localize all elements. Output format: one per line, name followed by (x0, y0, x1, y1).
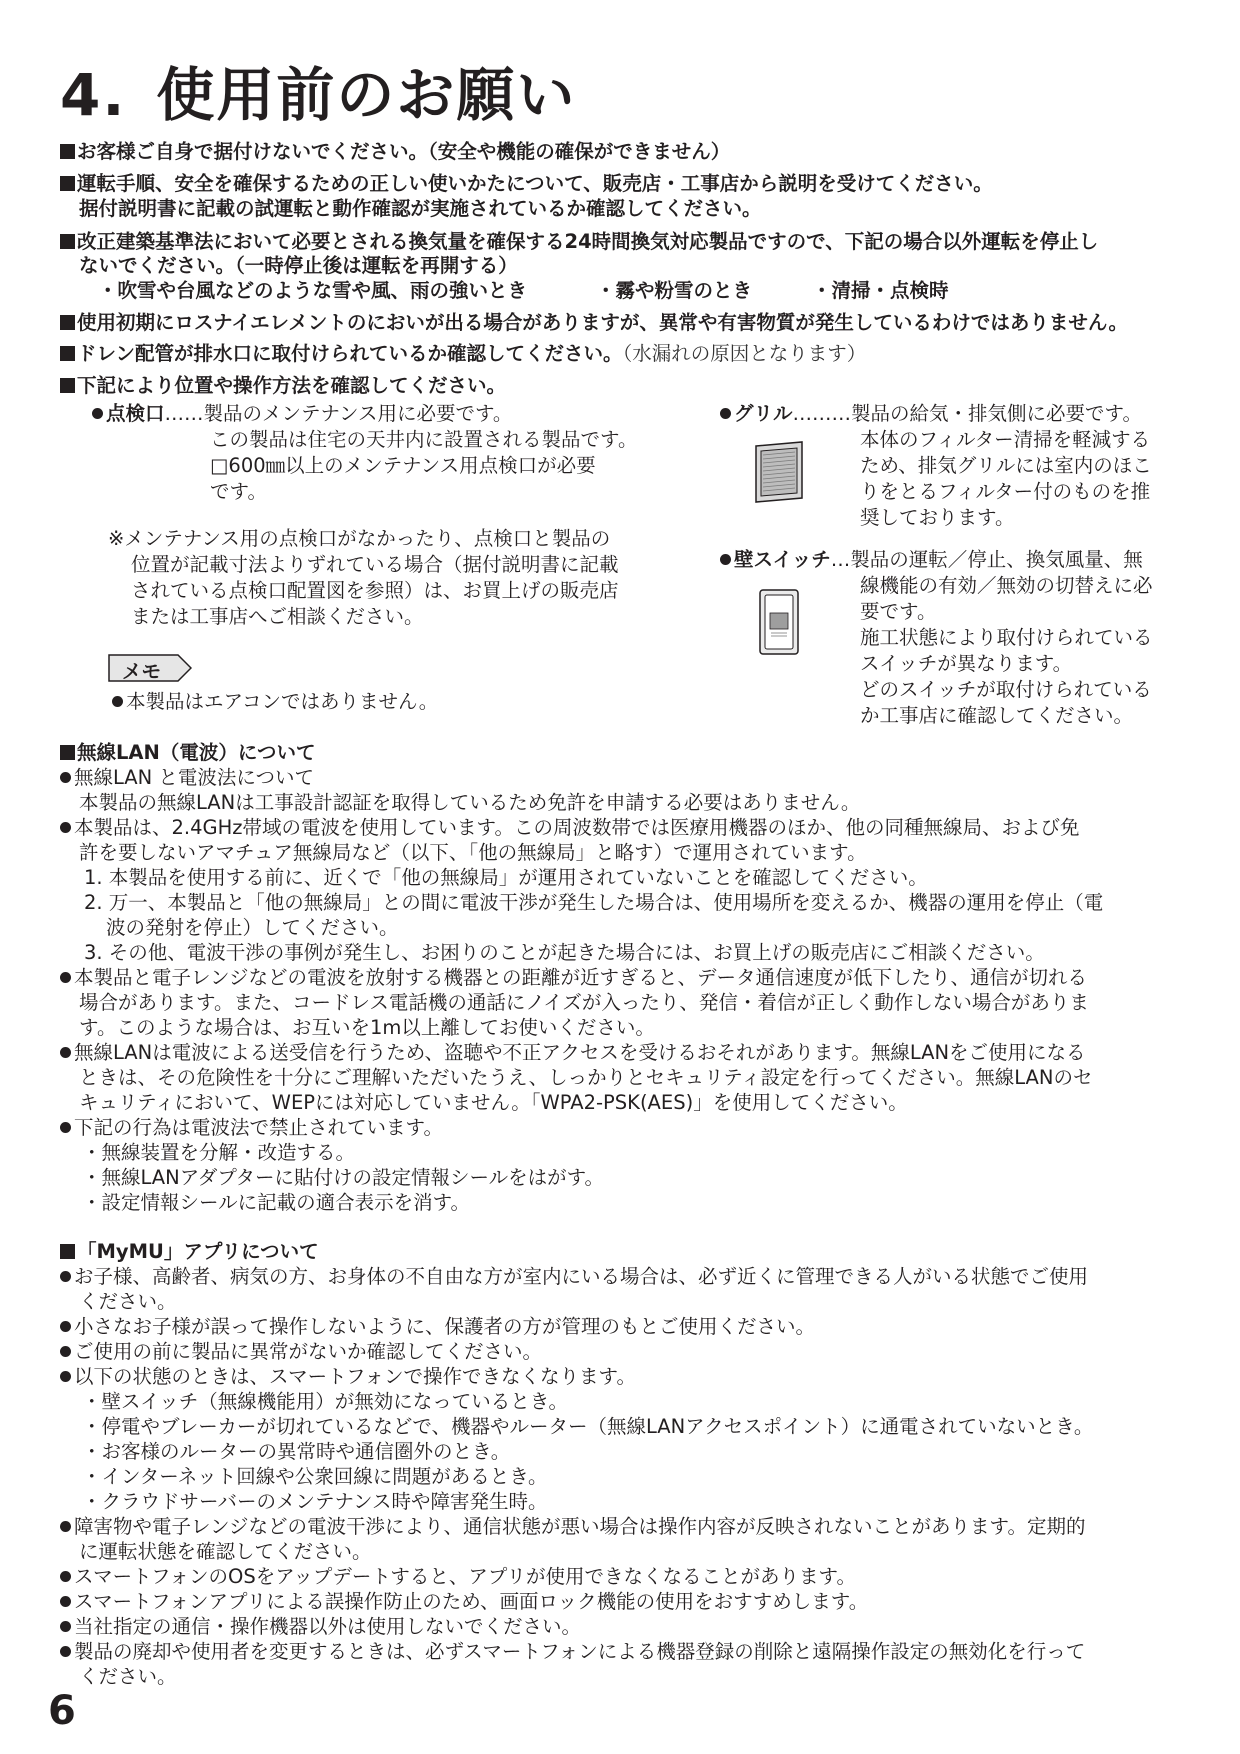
lan-prohibited-2: ・無線LANアダプターに貼付けの設定情報シールをはがす。 (82, 1166, 605, 1189)
notice-operation-cont: 据付説明書に記載の試運転と動作確認が実施されているか確認してください。 (79, 197, 762, 220)
wall-switch-desc-7: か工事店に確認してください。 (860, 704, 1134, 727)
notice-operation: 運転手順、安全を確保するための正しい使いかたについて、販売店・工事店から説明を受けてください。 (60, 172, 993, 196)
app-item-disposal: 製品の廃却や使用者を変更するときは、必ずスマートフォンによる機器登録の削除と遠隔操作設定の無効化を行って (60, 1640, 1085, 1664)
round-bullet-icon (60, 1271, 71, 1282)
grill-desc-3: ため、排気グリルには室内のほこ (860, 454, 1152, 477)
square-bullet-icon (60, 144, 75, 159)
app-item-check: ご使用の前に製品に異常がないか確認してください。 (60, 1340, 542, 1364)
lan-heading: 無線LAN（電波）について (60, 741, 315, 765)
app-item-unavailable: 以下の状態のときは、スマートフォンで操作できなくなります。 (60, 1365, 636, 1389)
grill-desc-4: りをとるフィルター付のものを推 (860, 480, 1151, 503)
app-item-screen-lock: スマートフォンアプリによる誤操作防止のため、画面ロック機能の使用をおすすめします。 (60, 1590, 868, 1614)
grill-item: グリル………製品の給気・排気側に必要です。 (720, 402, 1142, 426)
wall-switch-illustration (756, 586, 802, 658)
round-bullet-icon (60, 1571, 71, 1582)
app-condition-5: ・クラウドサーバーのメンテナンス時や障害発生時。 (82, 1490, 548, 1513)
app-item-devices: 当社指定の通信・操作機器以外は使用しないでください。 (60, 1615, 581, 1639)
notice-drain: ドレン配管が排水口に取付けられているか確認してください。（水漏れの原因となります） (60, 342, 866, 366)
lan-item-interference: 本製品と電子レンジなどの電波を放射する機器との距離が近すぎると、データ通信速度が低下したり、通信が切れる (60, 966, 1087, 990)
exception-fog: ・霧や粉雪のとき (596, 279, 753, 302)
app-condition-3: ・お客様のルーターの異常時や通信圏外のとき。 (82, 1440, 511, 1463)
inspection-note-3: されている点検口配置図を参照）は、お買上げの販売店 (131, 579, 619, 602)
round-bullet-icon (92, 408, 103, 419)
app-condition-1: ・壁スイッチ（無線機能用）が無効になっているとき。 (82, 1390, 568, 1413)
app-condition-4: ・インターネット回線や公衆回線に問題があるとき。 (82, 1465, 548, 1488)
inspection-port-desc-2: この製品は住宅の天井内に設置される製品です。 (210, 428, 638, 451)
memo-item: 本製品はエアコンではありません。 (112, 690, 438, 714)
lan-item-security: 無線LANは電波による送受信を行うため、盗聴や不正アクセスを受けるおそれがあります。無線LANをご使用になる (60, 1041, 1086, 1065)
square-bullet-icon (60, 234, 75, 249)
exception-cleaning: ・清掃・点検時 (812, 279, 949, 302)
grill-illustration (752, 440, 806, 504)
round-bullet-icon (60, 1521, 71, 1532)
lan-line: す。このような場合は、お互いを1m以上離してお使いください。 (79, 1016, 655, 1039)
round-bullet-icon (720, 554, 731, 565)
notice-install: お客様ご自身で据付けないでください。（安全や機能の確保ができません） (60, 140, 730, 164)
square-bullet-icon (60, 745, 75, 760)
round-bullet-icon (720, 408, 731, 419)
round-bullet-icon (60, 1122, 71, 1133)
lan-line: 場合があります。また、コードレス電話機の通話にノイズが入ったり、発信・着信が正しく動作しない場合がありま (79, 991, 1089, 1014)
section-title: 使用前のお願い (156, 61, 577, 129)
wall-switch-desc-5: スイッチが異なります。 (860, 652, 1073, 675)
round-bullet-icon (60, 1047, 71, 1058)
grill-desc-5: 奨しております。 (860, 506, 1015, 529)
lan-step-1: 1. 本製品を使用する前に、近くで「他の無線局」が運用されていないことを確認してください。 (84, 866, 928, 889)
inspection-port-desc-4: です。 (210, 480, 267, 503)
lan-line: ときは、その危険性を十分にご理解いただいたうえ、しっかりとセキュリティ設定を行ってください。無線LANのセ (79, 1066, 1093, 1089)
wall-switch-desc-4: 施工状態により取付けられている (860, 626, 1153, 649)
app-line: ください。 (79, 1290, 177, 1313)
round-bullet-icon (60, 1371, 71, 1382)
inspection-port-item: 点検口……製品のメンテナンス用に必要です。 (92, 402, 512, 426)
app-item-children: 小さなお子様が誤って操作しないように、保護者の方が管理のもとご使用ください。 (60, 1315, 815, 1339)
round-bullet-icon (60, 1346, 71, 1357)
round-bullet-icon (112, 696, 123, 707)
lan-item-radio-law: 無線LAN と電波法について (60, 766, 314, 790)
square-bullet-icon (60, 378, 75, 393)
notice-ventilation-cont: ないでください。（一時停止後は運転を再開する） (79, 254, 518, 277)
lan-line: 波の発射を停止）してください。 (106, 916, 399, 939)
app-heading: 「MyMU」アプリについて (60, 1240, 319, 1264)
inspection-note-1: ※メンテナンス用の点検口がなかったり、点検口と製品の (108, 527, 611, 550)
lan-line: 許を要しないアマチュア無線局など（以下、「他の無線局」と略す）で運用されています。 (79, 841, 867, 864)
app-item-os-update: スマートフォンのOSをアップデートすると、アプリが使用できなくなることがあります。 (60, 1565, 856, 1589)
round-bullet-icon (60, 1596, 71, 1607)
notice-ventilation: 改正建築基準法において必要とされる換気量を確保する24時間換気対応製品ですので、下記の場合以外運転を停止し (60, 230, 1098, 254)
inspection-port-desc-3: □600㎜以上のメンテナンス用点検口が必要 (210, 454, 596, 477)
notice-confirm: 下記により位置や操作方法を確認してください。 (60, 374, 506, 398)
app-item-obstacles: 障害物や電子レンジなどの電波干渉により、通信状態が悪い場合は操作内容が反映されないことがあります。定期的 (60, 1515, 1085, 1539)
lan-line: 本製品の無線LANは工事設計認証を取得しているため免許を申請する必要はありません。 (79, 791, 861, 814)
inspection-note-4: または工事店へご相談ください。 (131, 605, 424, 628)
exception-storm: ・吹雪や台風などのような雪や風、雨の強いとき (98, 279, 528, 302)
lan-prohibited-3: ・設定情報シールに記載の適合表示を消す。 (82, 1191, 471, 1214)
round-bullet-icon (60, 1621, 71, 1632)
lan-item-frequency: 本製品は、2.4GHz帯域の電波を使用しています。この周波数帯では医療用機器のほか、他の同種無線局、および免 (60, 816, 1079, 840)
square-bullet-icon (60, 346, 75, 361)
page-number: 6 (48, 1688, 76, 1734)
square-bullet-icon (60, 315, 75, 330)
app-line: に運転状態を確認してください。 (79, 1540, 372, 1563)
lan-step-2: 2. 万一、本製品と「他の無線局」との間に電波干渉が発生した場合は、使用場所を変えるか、機器の運用を停止（電 (84, 891, 1104, 914)
app-line: ください。 (79, 1665, 177, 1688)
wall-switch-item: 壁スイッチ…製品の運転／停止、換気風量、無 (720, 548, 1143, 572)
round-bullet-icon (60, 772, 71, 783)
round-bullet-icon (60, 1646, 71, 1657)
inspection-note-2: 位置が記載寸法よりずれている場合（据付説明書に記載 (131, 553, 619, 576)
round-bullet-icon (60, 822, 71, 833)
round-bullet-icon (60, 972, 71, 983)
app-item-supervision: お子様、高齢者、病気の方、お身体の不自由な方が室内にいる場合は、必ず近くに管理できる人がいる状態でご使用 (60, 1265, 1088, 1289)
app-condition-2: ・停電やブレーカーが切れているなどで、機器やルーター（無線LANアクセスポイント）に通電されていないとき。 (82, 1415, 1094, 1438)
memo-label: メモ (122, 660, 162, 683)
lan-prohibited-1: ・無線装置を分解・改造する。 (82, 1141, 356, 1164)
round-bullet-icon (60, 1321, 71, 1332)
section-number: 4. (60, 61, 127, 129)
wall-switch-desc-6: どのスイッチが取付けられている (860, 678, 1152, 701)
lan-line: キュリティにおいて、WEPには対応していません。「WPA2-PSK(AES)」を使用してください。 (79, 1091, 908, 1114)
wall-switch-desc-2: 線機能の有効／無効の切替えに必 (860, 574, 1153, 597)
square-bullet-icon (60, 176, 75, 191)
lan-item-prohibited: 下記の行為は電波法で禁止されています。 (60, 1116, 443, 1140)
lan-step-3: 3. その他、電波干渉の事例が発生し、お困りのことが起きた場合には、お買上げの販売店にご相談ください。 (84, 941, 1045, 964)
notice-odor: 使用初期にロスナイエレメントのにおいが出る場合がありますが、異常や有害物質が発生しているわけではありません。 (60, 311, 1128, 335)
square-bullet-icon (60, 1244, 75, 1259)
grill-desc-2: 本体のフィルター清掃を軽減する (860, 428, 1151, 451)
wall-switch-desc-3: 要です。 (860, 600, 937, 623)
page-title (60, 48, 576, 132)
